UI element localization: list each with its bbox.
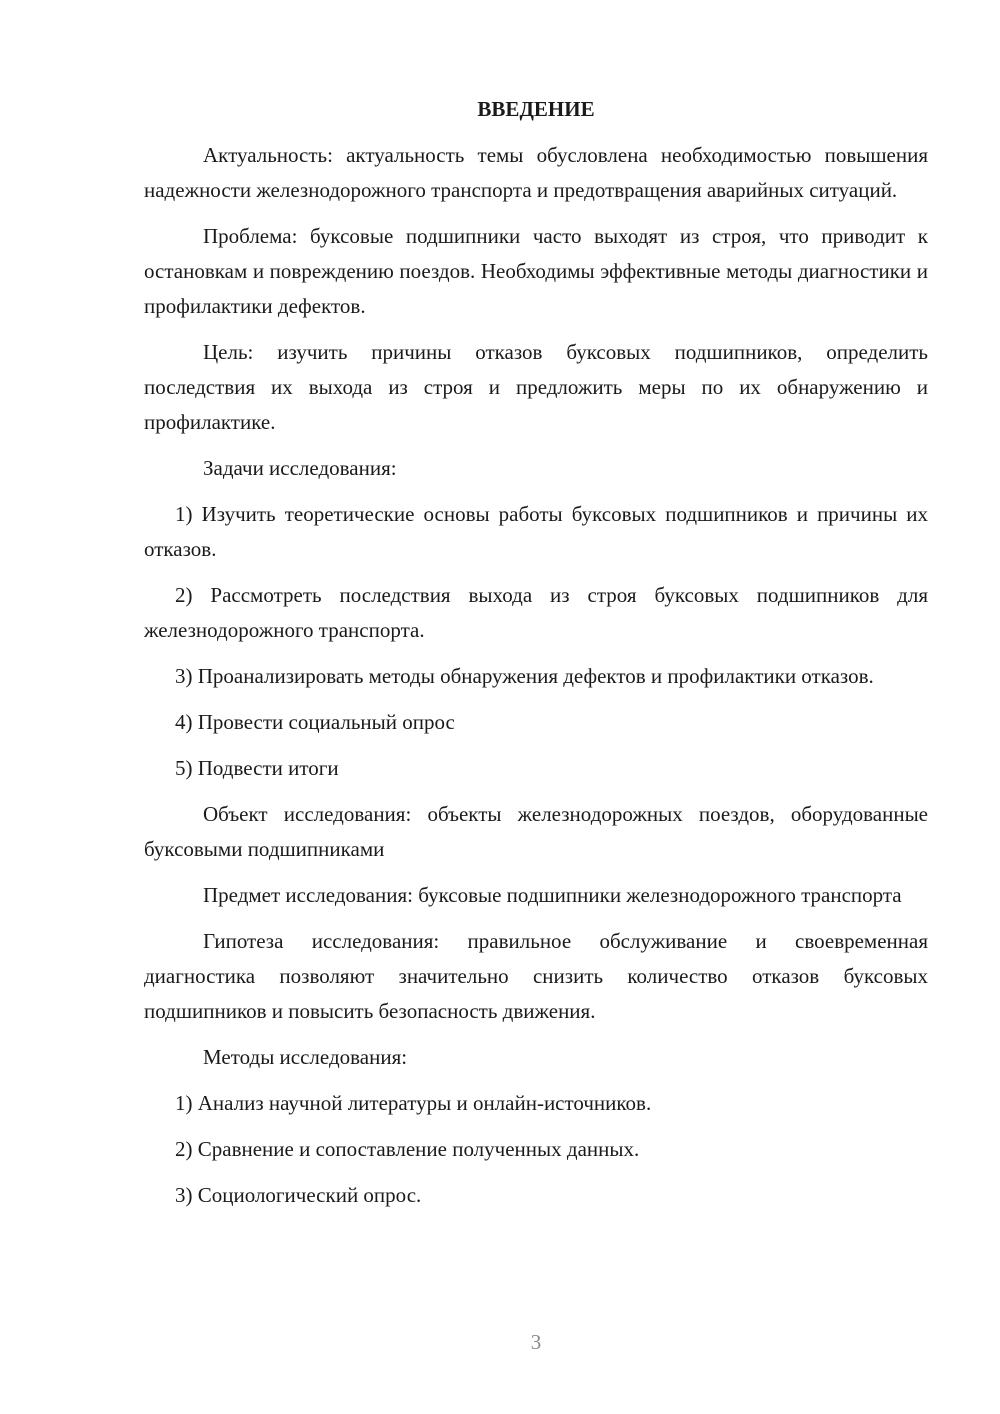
methods-heading: Методы исследования: <box>203 1045 408 1069</box>
task-item-4: 4) Провести социальный опрос <box>175 710 455 734</box>
task-item-3: 3) Проанализировать методы обнаружения дефектов и профилактики отказов. <box>175 664 874 688</box>
tasks-heading: Задачи исследования: <box>203 456 397 480</box>
page-number: 3 <box>530 1330 542 1354</box>
hypothesis-paragraph: Гипотеза исследования: правильное обслуживание и своевременная диагностика позволяют значительно снизить количество отказов буксовых подшипников и повысить безопасность движения. <box>144 929 928 1023</box>
goal-paragraph: Цель: изучить причины отказов буксовых подшипников, определить последствия их выхода из строя и предложить меры по их обнаружению и профилактике. <box>144 340 928 434</box>
task-item-5: 5) Подвести итоги <box>175 756 339 780</box>
method-item-1: 1) Анализ научной литературы и онлайн-источников. <box>175 1091 652 1115</box>
problem-paragraph: Проблема: буксовые подшипники часто выходят из строя, что приводит к остановкам и повреждению поездов. Необходимы эффективные методы диагностики и профилактики дефектов. <box>144 224 928 318</box>
task-item-2: 2) Рассмотреть последствия выхода из строя буксовых подшипников для железнодорожного транспорта. <box>144 583 928 642</box>
page-title: ВВЕДЕНИЕ <box>477 97 595 121</box>
method-item-3: 3) Социологический опрос. <box>175 1183 422 1207</box>
task-item-1: 1) Изучить теоретические основы работы буксовых подшипников и причины их отказов. <box>144 502 928 561</box>
document-page <box>144 92 928 1224</box>
relevance-paragraph: Актуальность: актуальность темы обусловлена необходимостью повышения надежности железнодорожного транспорта и предотвращения аварийных ситуаций. <box>144 143 928 202</box>
subject-paragraph: Предмет исследования: буксовые подшипники железнодорожного транспорта <box>203 883 902 907</box>
object-paragraph: Объект исследования: объекты железнодорожных поездов, оборудованные буксовыми подшипниками <box>144 802 928 861</box>
method-item-2: 2) Сравнение и сопоставление полученных данных. <box>175 1137 640 1161</box>
